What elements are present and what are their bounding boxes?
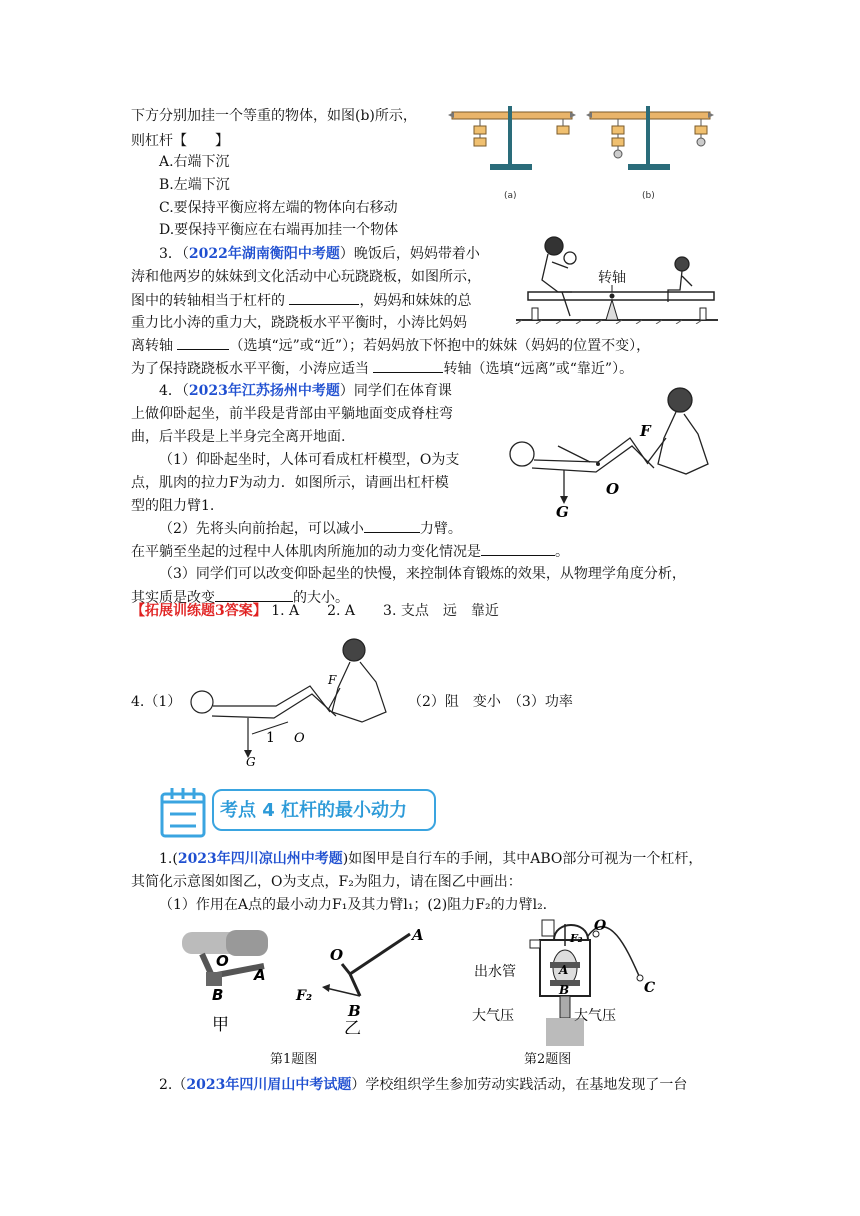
- notepad-icon: [160, 786, 206, 838]
- q4-part2-a: （2）先将头向前抬起，可以减小 力臂。: [159, 518, 462, 539]
- q4-part1-b: 点，肌肉的拉力F为动力．如图所示，请画出杠杆模: [131, 475, 449, 491]
- q4-fig-F: F: [640, 422, 651, 440]
- water-pump-figure: [470, 916, 670, 1048]
- q2-option-a: A.右端下沉: [159, 154, 230, 170]
- fig-a-label: (a): [504, 191, 517, 201]
- fig1-caption: 甲: [212, 1015, 229, 1034]
- q4-part1-c: 型的阻力臂1.: [131, 498, 215, 514]
- q4-fig-O: O: [606, 480, 620, 498]
- fig-pump-A: A: [559, 963, 569, 977]
- s-q1-source: 2023年四川凉山州中考题: [177, 851, 343, 867]
- fig-pump-O: O: [594, 918, 607, 934]
- fig-pump-atm-right: 大气压: [574, 1008, 616, 1024]
- fig-pump-atm-left: 大气压: [472, 1008, 514, 1024]
- answers-q4-rest: （2）阻 变小 （3）功率: [408, 694, 573, 710]
- ans-fig-F: F: [328, 673, 337, 687]
- q4-line3: 曲，后半段是上半身完全离开地面.: [131, 429, 346, 445]
- fig-b-label: (b): [642, 191, 655, 201]
- s-q2-source: 2023年四川眉山中考试题: [186, 1077, 352, 1093]
- q2-line2: 则杠杆【 】: [131, 133, 229, 149]
- fig-pump-B: B: [559, 983, 570, 997]
- situp-answer-figure: [180, 636, 400, 768]
- fig1-A: A: [254, 966, 266, 984]
- s-q2-line1: 2.（2023年四川眉山中考试题）学校组织学生参加劳动实践活动，在基地发现了一台: [159, 1077, 688, 1093]
- q3-line6: 为了保持跷跷板水平平衡，小涛应适当 转轴（选填“远离”或“靠近”）。: [131, 358, 633, 379]
- answers-tag: 【拓展训练题3答案】: [131, 603, 267, 619]
- q3-blank-2: [177, 335, 229, 350]
- q4-line2: 上做仰卧起坐，前半段是背部由平躺地面变成脊柱弯: [131, 406, 453, 422]
- q2-line1: 下方分别加挂一个等重的物体，如图(b)所示，: [131, 108, 417, 124]
- q4-part3-b: 其实质是改变 的大小。: [131, 587, 349, 608]
- ans-fig-O: O: [294, 731, 305, 746]
- section-title: 考点 4 杠杆的最小动力: [212, 789, 436, 831]
- q3-line1: 3．（2022年湖南衡阳中考题）晚饭后，妈妈带着小: [159, 246, 480, 262]
- fig1-O: O: [216, 952, 229, 970]
- seesaw-axis-label: 转轴: [598, 270, 626, 286]
- q4-fig-G: G: [556, 503, 569, 521]
- mother-figure: [542, 237, 576, 316]
- q3-blank-1: [289, 290, 359, 305]
- q4-line1: 4．（2023年江苏扬州中考题）同学们在体育课: [159, 383, 452, 399]
- s-q1-line3: （1）作用在A点的最小动力F₁及其力臂l₁；(2)阻力F₂的力臂l₂.: [159, 897, 548, 913]
- q2-option-c: C.要保持平衡应将左端的物体向右移动: [159, 200, 398, 216]
- fig2-A: A: [412, 926, 424, 944]
- s-q1-line1: 1.(2023年四川凉山州中考题)如图甲是自行车的手闸，其中ABO部分可视为一个杠杆，: [159, 851, 703, 867]
- q3-line3: 图中的转轴相当于杠杆的 ，妈妈和妹妹的总: [131, 290, 471, 311]
- fig1-B: B: [212, 986, 224, 1004]
- answers-line: 【拓展训练题3答案】 1. A 2. A 3. 支点 远 靠近: [131, 603, 499, 619]
- q4-blank-2: [481, 541, 555, 556]
- situp-figure: [498, 376, 724, 522]
- ans-fig-G: G: [246, 755, 256, 768]
- fig2-caption-label: 第2题图: [524, 1052, 572, 1067]
- answers-q4-prefix: 4.（1）: [131, 694, 182, 710]
- seesaw-figure: [512, 232, 722, 324]
- q3-blank-3: [373, 358, 443, 373]
- q3-line4: 重力比小涛的重力大，跷跷板水平平衡时，小涛比妈妈: [131, 315, 467, 331]
- fig2-caption: 乙: [344, 1019, 361, 1034]
- q4-source: 2023年江苏扬州中考题: [188, 383, 340, 399]
- s-q1-line2: 其简化示意图如图乙，O为支点，F₂为阻力，请在图乙中画出：: [131, 874, 522, 890]
- lever-a: [448, 106, 576, 170]
- fig-pump-pipe: 出水管: [474, 964, 516, 980]
- fig2-F2: F₂: [296, 988, 313, 1004]
- q2-option-d: D.要保持平衡应在右端再加挂一个物体: [159, 222, 399, 238]
- fig-pump-F2: F₂: [570, 932, 583, 945]
- fig1-caption-label: 第1题图: [270, 1052, 318, 1067]
- lever-balance-figure: [440, 98, 720, 208]
- fig2-B: B: [348, 1002, 361, 1020]
- brake-lever-diagram: [290, 924, 430, 1034]
- q4-blank-3: [215, 587, 293, 602]
- fig-pump-C: C: [644, 980, 656, 996]
- ans-fig-1: 1: [266, 730, 275, 746]
- q4-part2-b: 在平躺至坐起的过程中人体肌肉所施加的动力变化情况是 。: [131, 541, 569, 562]
- q3-line2: 涛和他两岁的妹妹到文化活动中心玩跷跷板，如图所示，: [131, 269, 481, 285]
- q3-line5: 离转轴 （选填“远”或“近”）；若妈妈放下怀抱中的妹妹（妈妈的位置不变），: [131, 335, 650, 356]
- q4-part3-a: （3）同学们可以改变仰卧起坐的快慢，来控制体育锻炼的效果，从物理学角度分析，: [159, 566, 686, 582]
- q2-option-b: B.左端下沉: [159, 177, 230, 193]
- q4-blank-1: [364, 518, 420, 533]
- bike-brake-figure: [172, 924, 282, 1034]
- q4-part1-a: （1）仰卧起坐时，人体可看成杠杆模型，O为支: [159, 452, 460, 468]
- lever-b: [586, 106, 714, 170]
- q3-source: 2022年湖南衡阳中考题: [188, 246, 340, 262]
- fig2-O: O: [330, 946, 344, 964]
